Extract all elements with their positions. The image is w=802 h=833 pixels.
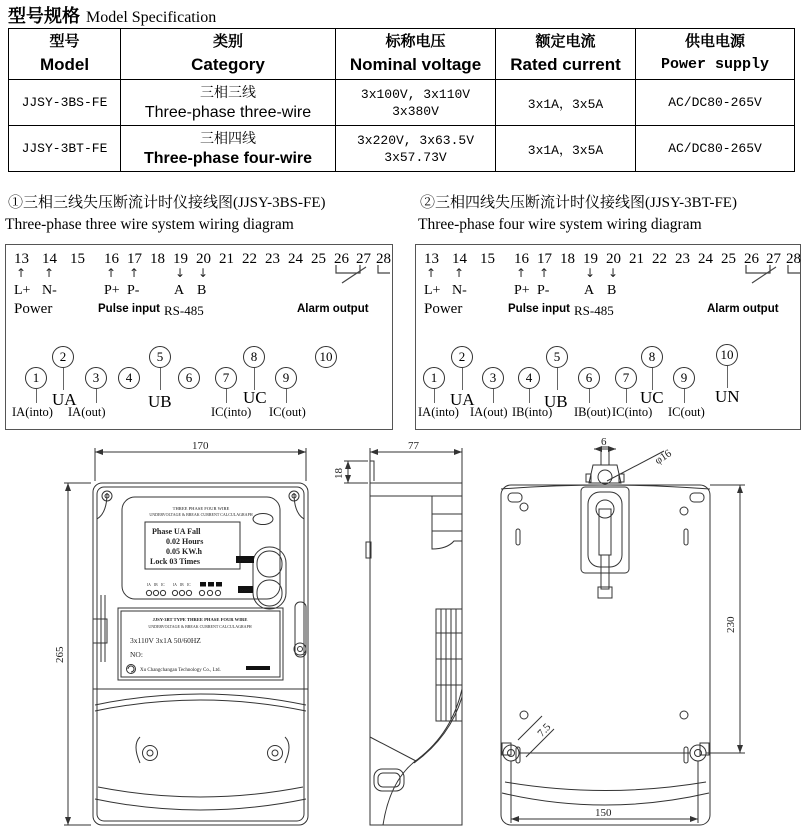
terminal-number: 17 (127, 251, 142, 267)
dim-label-6: 6 (601, 437, 607, 448)
current-cell: 3x1A，3x5A (496, 80, 636, 126)
pulse-input-label: Pulse input (508, 303, 570, 315)
connector-line (462, 368, 463, 390)
connector-line (557, 368, 558, 390)
terminal-number: 28 (376, 251, 391, 267)
down-arrow-icon: ↓ (198, 266, 209, 280)
circle-terminal: 7 (215, 367, 237, 389)
dim-label-18: 18 (333, 468, 345, 479)
power-cell: AC/DC80-265V (636, 80, 795, 126)
indicator-label: IB (180, 583, 184, 587)
indicator-label: IA (173, 583, 177, 587)
nameplate-specs: 3x110V 3x1A 50/60HZ (130, 636, 201, 645)
up-arrow-icon: ↑ (44, 266, 55, 280)
terminal-number: 18 (560, 251, 575, 267)
terminal-number: 21 (629, 251, 644, 267)
category-cell: 三相三线 Three-phase three-wire (121, 80, 336, 126)
header-power: 供电电源 Power supply (636, 29, 795, 80)
model-cell: JJSY-3BS-FE (9, 80, 121, 126)
up-arrow-icon: ↑ (426, 266, 437, 280)
connector-line (626, 389, 627, 403)
terminal-label: P- (127, 283, 140, 298)
terminal-label: P+ (514, 283, 530, 298)
connector-line (434, 389, 435, 403)
terminal-label: P+ (104, 283, 120, 298)
alarm-output-label: Alarm output (297, 303, 369, 315)
terminal-label: B (607, 283, 617, 298)
dim-label-7-5: 7.5 (535, 721, 554, 740)
circle-terminal: 10 (716, 344, 738, 366)
dim-label-170: 170 (192, 440, 209, 452)
display-header-line1: THREE PHASE FOUR WIRE (172, 506, 230, 511)
terminal-number: 23 (265, 251, 280, 267)
circle-terminal: 9 (275, 367, 297, 389)
terminal-number: 18 (150, 251, 165, 267)
header-current: 额定电流 Rated current (496, 29, 636, 80)
power-label: Power (14, 301, 53, 317)
terminal-label: P- (537, 283, 550, 298)
current-terminal-label: IB(out) (574, 405, 611, 419)
circle-terminal: 9 (673, 367, 695, 389)
terminal-label: L+ (424, 283, 441, 298)
connector-line (226, 389, 227, 403)
phase-label-un: UN (715, 387, 740, 406)
wiring-diagram-left (5, 244, 393, 430)
indicator-label: IC (187, 583, 191, 587)
circle-terminal: 1 (25, 367, 47, 389)
model-cell: JJSY-3BT-FE (9, 126, 121, 172)
up-arrow-icon: ↑ (129, 266, 140, 280)
terminal-number: 25 (721, 251, 736, 267)
terminal-number: 14 (452, 251, 467, 267)
terminal-number: 15 (70, 251, 85, 267)
current-terminal-label: IA(into) (12, 405, 53, 419)
phase-label-ub: UB (148, 392, 172, 411)
terminal-number: 15 (480, 251, 495, 267)
technical-drawings (50, 437, 802, 833)
terminal-number: 23 (675, 251, 690, 267)
nameplate-company: Xu Changchangan Technology Co., Ltd. (140, 668, 221, 673)
circle-terminal: 8 (243, 346, 265, 368)
nameplate-line1: JJSY-3BT TYPE THREE PHASE FOUR WIRE (152, 617, 248, 622)
down-button-label: DOWN (240, 588, 251, 593)
rs485-label: RS-485 (164, 303, 204, 318)
phase-label-uc: UC (243, 388, 267, 407)
down-arrow-icon: ↓ (585, 266, 596, 280)
dim-label-150: 150 (595, 807, 612, 819)
circle-terminal: 6 (578, 367, 600, 389)
terminal-number: 16 (104, 251, 119, 267)
current-terminal-label: IC(into) (211, 405, 252, 419)
dim-label-77: 77 (408, 440, 419, 452)
page-title (8, 2, 216, 28)
current-cell: 3x1A，3x5A (496, 126, 636, 172)
terminal-number: 28 (786, 251, 801, 267)
table-row (9, 80, 795, 126)
up-arrow-icon: ↑ (539, 266, 550, 280)
terminal-number: 24 (698, 251, 713, 267)
connector-line (254, 368, 255, 390)
terminal-number: 24 (288, 251, 303, 267)
current-terminal-label: IA(out) (470, 405, 508, 419)
up-arrow-icon: ↑ (16, 266, 27, 280)
terminal-number: 19 (583, 251, 598, 267)
terminal-number: 13 (424, 251, 439, 267)
terminal-number: 20 (606, 251, 621, 267)
table-row (9, 126, 795, 172)
page-title-en: Model Specification (86, 9, 217, 26)
up-arrow-icon: ↑ (106, 266, 117, 280)
connector-line (96, 389, 97, 403)
connector-line (529, 389, 530, 403)
phase-label-ua: UA (450, 390, 475, 409)
terminal-label: B (197, 283, 207, 298)
circle-terminal: 5 (546, 346, 568, 368)
terminal-number: 14 (42, 251, 57, 267)
header-voltage: 标称电压 Nominal voltage (336, 29, 496, 80)
indicator-label: IA (147, 583, 151, 587)
terminal-number: 21 (219, 251, 234, 267)
right-diagram-title-zh: ②三相四线失压断流计时仪接线图(JJSY-3BT-FE) (420, 195, 737, 211)
connector-line (589, 389, 590, 403)
circle-terminal: 6 (178, 367, 200, 389)
lcd-line: 0.05 KW.h (166, 547, 202, 556)
circle-terminal: 8 (641, 346, 663, 368)
down-arrow-icon: ↓ (608, 266, 619, 280)
page-title-zh: 型号规格 (8, 6, 80, 26)
wiring-diagram-right (415, 244, 801, 430)
terminal-number: 20 (196, 251, 211, 267)
power-cell: AC/DC80-265V (636, 126, 795, 172)
current-terminal-label: IA(into) (418, 405, 459, 419)
alarm-contact-symbol (328, 263, 392, 289)
dim-label-265: 265 (54, 646, 66, 663)
terminal-number: 26 (744, 251, 759, 267)
circle-terminal: 2 (451, 346, 473, 368)
terminal-number: 17 (537, 251, 552, 267)
nameplate-serial: NO: (130, 650, 143, 659)
dim-label-phi16: φ16 (652, 447, 674, 467)
power-label: Power (424, 301, 463, 317)
alarm-output-label: Alarm output (707, 303, 779, 315)
phase-label-uc: UC (640, 388, 664, 407)
connector-line (684, 389, 685, 403)
phase-label-ua: UA (52, 390, 77, 409)
display-header-line2: UNDERVOLTAGE & BREAK CURRENT CALCULAGRAPH (149, 512, 253, 517)
rs485-label: RS-485 (574, 303, 614, 318)
header-model: 型号 Model (9, 29, 121, 80)
lcd-line: Phase UA Fall (152, 527, 201, 536)
header-category: 类别 Category (121, 29, 336, 80)
indicator-label: IC (161, 583, 165, 587)
current-terminal-label: IB(into) (512, 405, 553, 419)
circle-terminal: 4 (518, 367, 540, 389)
circle-terminal: 5 (149, 346, 171, 368)
connector-line (286, 389, 287, 403)
terminal-number: 22 (242, 251, 257, 267)
current-terminal-label: IC(into) (612, 405, 653, 419)
circle-terminal: 2 (52, 346, 74, 368)
terminal-number: 16 (514, 251, 529, 267)
terminal-number: 26 (334, 251, 349, 267)
terminal-label: N- (42, 283, 57, 298)
rear-view-drawing (501, 437, 745, 825)
up-arrow-icon: ↑ (454, 266, 465, 280)
current-terminal-label: IA(out) (68, 405, 106, 419)
pulse-input-label: Pulse input (98, 303, 160, 315)
connector-line (727, 366, 728, 388)
right-diagram-title-en: Three-phase four wire system wiring diagram (418, 216, 702, 233)
terminal-label: A (584, 283, 595, 298)
lcd-line: 0.02 Hours (166, 537, 204, 546)
terminal-number: 25 (311, 251, 326, 267)
connector-line (652, 368, 653, 390)
voltage-cell: 3x220V, 3x63.5V 3x57.73V (336, 126, 496, 172)
terminal-number: 13 (14, 251, 29, 267)
current-terminal-label: IC(out) (269, 405, 306, 419)
connector-line (493, 389, 494, 403)
current-terminal-label: IC(out) (668, 405, 705, 419)
circle-terminal: 7 (615, 367, 637, 389)
connector-line (63, 368, 64, 390)
down-arrow-icon: ↓ (175, 266, 186, 280)
terminal-number: 22 (652, 251, 667, 267)
circle-terminal: 1 (423, 367, 445, 389)
dim-label-230: 230 (725, 616, 737, 633)
up-button-label: UPWARD (237, 558, 252, 563)
connector-line (36, 389, 37, 403)
left-diagram-title-zh: ①三相三线失压断流计时仪接线图(JJSY-3BS-FE) (8, 195, 326, 211)
circle-terminal: 4 (118, 367, 140, 389)
terminal-number: 19 (173, 251, 188, 267)
up-arrow-icon: ↑ (516, 266, 527, 280)
connector-line (160, 368, 161, 390)
terminal-label: N- (452, 283, 467, 298)
voltage-cell: 3x100V, 3x110V 3x380V (336, 80, 496, 126)
circle-terminal: 3 (482, 367, 504, 389)
spec-table (8, 28, 795, 172)
up-button (257, 551, 282, 577)
left-diagram-title-en: Three-phase three wire system wiring diagram (5, 216, 294, 233)
side-view-drawing (333, 440, 462, 825)
category-cell: 三相四线 Three-phase four-wire (121, 126, 336, 172)
alarm-contact-symbol (738, 263, 802, 289)
circle-terminal: 3 (85, 367, 107, 389)
hanger-hole (598, 470, 612, 484)
spec-table-header-row (9, 29, 795, 80)
terminal-number: 27 (356, 251, 371, 267)
lcd-line: Lock 03 Times (150, 557, 200, 566)
circle-terminal: 10 (315, 346, 337, 368)
terminal-label: A (174, 283, 185, 298)
terminal-label: L+ (14, 283, 31, 298)
terminal-number: 27 (766, 251, 781, 267)
phase-label-ub: UB (544, 392, 568, 411)
indicator-label: IB (154, 583, 158, 587)
nameplate-line2: UNDERVOLTAGE & BREAK CURRENT CALCULAGRAPH (148, 624, 252, 629)
front-view-drawing (54, 440, 308, 825)
